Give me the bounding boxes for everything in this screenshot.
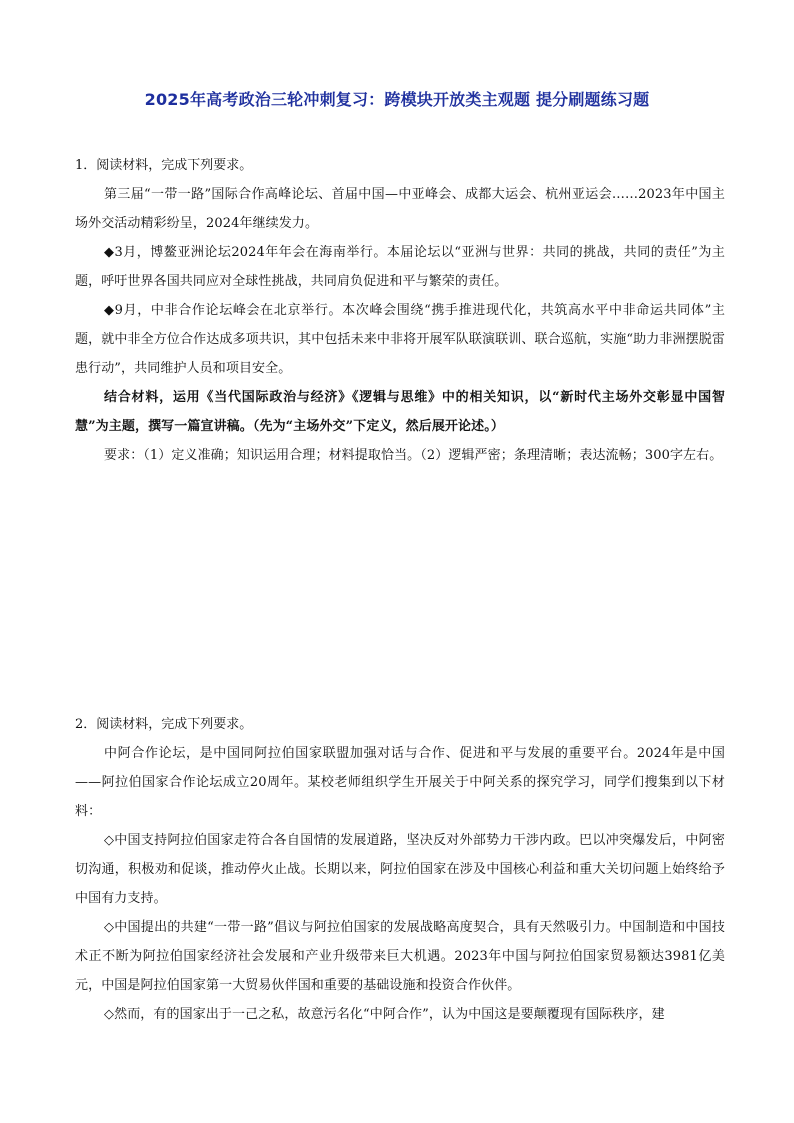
material-paragraph: ◇中国提出的共建“一带一路”倡议与阿拉伯国家的发展战略高度契合，具有天然吸引力。中国制造和中国技术正不断为阿拉伯国家经济社会发展和产业升级带来巨大机遇。2023年中国与阿拉伯国家贸易额达3981亿美元，中国是阿拉伯国家第一大贸易伙伴国和重要的基础设施和投资合作伙伴。 bbox=[75, 920, 725, 993]
material-paragraph: ◇中国支持阿拉伯国家走符合各自国情的发展道路，坚决反对外部势力干涉内政。巴以冲突爆发后，中阿密切沟通，积极劝和促谈，推动停火止战。长期以来，阿拉伯国家在涉及中国核心利益和重大关切问题上始终给予中国有力支持。 bbox=[75, 833, 725, 906]
task-requirements: 要求：（1）定义准确；知识运用合理；材料提取恰当。（2）逻辑严密；条理清晰；表达流畅；300字左右。 bbox=[104, 448, 723, 463]
document-title: 2025年高考政治三轮冲刺复习：跨模块开放类主观题 提分刷题练习题 bbox=[144, 90, 650, 109]
question-heading: 1．阅读材料，完成下列要求。 bbox=[75, 158, 253, 173]
question-heading: 2．阅读材料，完成下列要求。 bbox=[75, 717, 253, 732]
question-1 bbox=[75, 151, 725, 470]
material-paragraph: ◆3月，博鳌亚洲论坛2024年年会在海南举行。本届论坛以“亚洲与世界：共同的挑战，共同的责任”为主题，呼吁世界各国共同应对全球性挑战，共同肩负促进和平与繁荣的责任。 bbox=[75, 245, 725, 289]
question-2 bbox=[75, 710, 725, 1029]
material-paragraph: ◇然而，有的国家出于一己之私，故意污名化“中阿合作”，认为中国这是要颠覆现有国际秩序，建 bbox=[104, 1007, 665, 1022]
task-instruction: 结合材料，运用《当代国际政治与经济》《逻辑与思维》中的相关知识，以“新时代主场外交彰显中国智慧”为主题，撰写一篇宣讲稿。（先为“主场外交”下定义，然后展开论述。） bbox=[75, 390, 725, 434]
material-paragraph: 第三届“一带一路”国际合作高峰论坛、首届中国—中亚峰会、成都大运会、杭州亚运会……2023年中国主场外交活动精彩纷呈，2024年继续发力。 bbox=[75, 187, 725, 231]
material-paragraph: 中阿合作论坛，是中国同阿拉伯国家联盟加强对话与合作、促进和平与发展的重要平台。2024年是中国——阿拉伯国家合作论坛成立20周年。某校老师组织学生开展关于中阿关系的探究学习，同学们搜集到以下材料： bbox=[75, 746, 725, 819]
material-paragraph: ◆9月，中非合作论坛峰会在北京举行。本次峰会围绕“携手推进现代化，共筑高水平中非命运共同体”主题，就中非全方位合作达成多项共识，其中包括未来中非将开展军队联演联训、联合巡航，实施“助力非洲摆脱雷患行动”，共同维护人员和项目安全。 bbox=[75, 303, 725, 376]
